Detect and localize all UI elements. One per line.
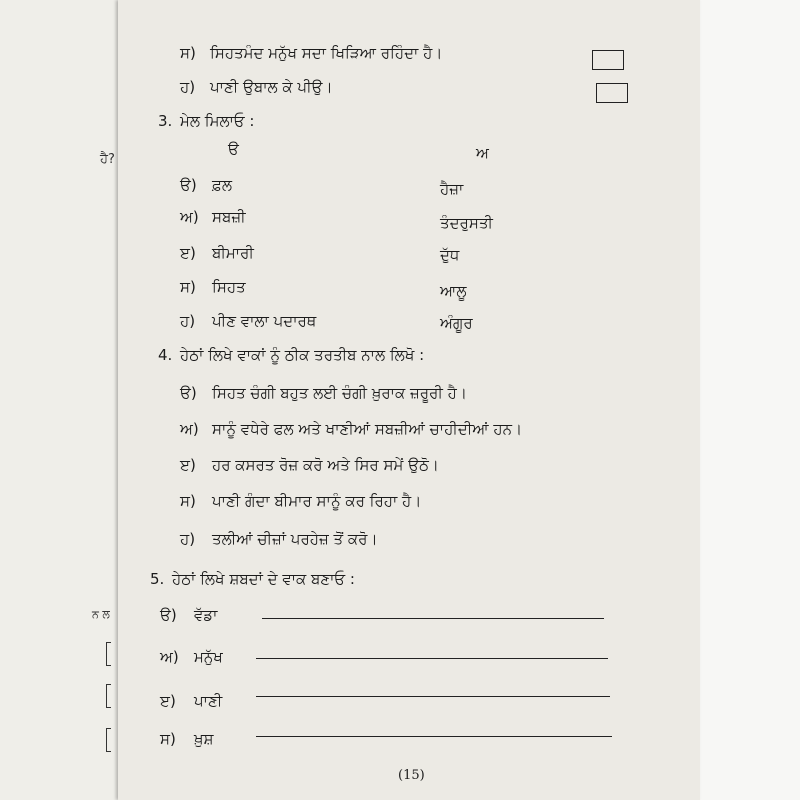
q5-item-label: ਸ) xyxy=(160,730,176,748)
answer-box-2[interactable] xyxy=(596,83,628,103)
top-item-h-label: ਹ) xyxy=(180,78,196,96)
q5-item-word: ਖ਼ੁਸ਼ xyxy=(194,730,214,748)
answer-line-3[interactable] xyxy=(256,696,610,697)
left-bracket-3 xyxy=(106,728,111,752)
q3-row-label: ਸ) xyxy=(180,278,196,296)
page-number: (15) xyxy=(398,768,425,783)
q4-title: ਹੇਠਾਂ ਲਿਖੇ ਵਾਕਾਂ ਨੂੰ ਠੀਕ ਤਰਤੀਬ ਨਾਲ ਲਿਖੋ : xyxy=(180,346,425,364)
q5-item-word: ਮਨੁੱਖ xyxy=(194,648,223,666)
q4-item-label: ੳ) xyxy=(180,384,197,402)
q4-item-label: ਸ) xyxy=(180,492,196,510)
q3-col-a-header: ੳ xyxy=(228,140,239,158)
q3-row-right: ਹੈਜ਼ਾ xyxy=(440,180,464,198)
q5-item-label: ੲ) xyxy=(160,692,176,710)
right-background xyxy=(700,0,800,800)
q3-number: 3. xyxy=(158,112,173,130)
q3-title: ਮੇਲ ਮਿਲਾਓ : xyxy=(180,112,255,130)
q3-row-right: ਦੁੱਧ xyxy=(440,246,460,264)
q4-item-label: ਅ) xyxy=(180,420,199,438)
q3-row-label: ਅ) xyxy=(180,208,199,226)
q3-row-left: ਸਬਜ਼ੀ xyxy=(212,208,246,226)
q3-row-label: ਹ) xyxy=(180,312,196,330)
q3-row-right: ਅੰਗੂਰ xyxy=(440,314,473,332)
q4-item-label: ੲ) xyxy=(180,456,196,474)
answer-line-1[interactable] xyxy=(262,618,604,619)
q5-item-word: ਪਾਣੀ xyxy=(194,692,223,710)
q3-row-label: ੳ) xyxy=(180,176,197,194)
top-item-s-label: ਸ) xyxy=(180,44,196,62)
q3-row-left: ਫ਼ਲ xyxy=(212,176,232,194)
q5-item-label: ਅ) xyxy=(160,648,179,666)
answer-line-4[interactable] xyxy=(256,736,612,737)
q4-item-text: ਪਾਣੀ ਗੰਦਾ ਬੀਮਾਰ ਸਾਨੂੰ ਕਰ ਰਿਹਾ ਹੈ। xyxy=(212,492,422,510)
q5-title: ਹੇਠਾਂ ਲਿਖੇ ਸ਼ਬਦਾਂ ਦੇ ਵਾਕ ਬਣਾਓ : xyxy=(172,570,355,588)
q3-col-b-header: ਅ xyxy=(476,144,489,162)
q5-number: 5. xyxy=(150,570,165,588)
q3-row-left: ਬੀਮਾਰੀ xyxy=(212,244,254,262)
top-item-s-text: ਸਿਹਤਮੰਦ ਮਨੁੱਖ ਸਦਾ ਖਿੜਿਆ ਰਹਿੰਦਾ ਹੈ। xyxy=(210,44,443,62)
q4-item-text: ਹਰ ਕਸਰਤ ਰੋਜ਼ ਕਰੋ ਅਤੇ ਸਿਰ ਸਮੇਂ ਉਠੋ। xyxy=(212,456,439,474)
answer-box-1[interactable] xyxy=(592,50,624,70)
left-fragment-1: ਹੈ? xyxy=(100,152,115,167)
q5-item-label: ੳ) xyxy=(160,606,177,624)
q4-item-text: ਤਲੀਆਂ ਚੀਜ਼ਾਂ ਪਰਹੇਜ਼ ਤੋਂ ਕਰੋ। xyxy=(212,530,378,548)
left-fragment-2: ਨ ਲ xyxy=(92,608,110,621)
q3-row-right: ਆਲੂ xyxy=(440,282,467,300)
q4-item-text: ਸਾਨੂੰ ਵਧੇਰੇ ਫਲ ਅਤੇ ਖਾਣੀਆਂ ਸਬਜ਼ੀਆਂ ਚਾਹੀਦੀਆਂ ਹਨ। xyxy=(212,420,523,438)
left-bracket-2 xyxy=(106,684,111,708)
q5-item-word: ਵੱਡਾ xyxy=(194,606,218,624)
q4-item-text: ਸਿਹਤ ਚੰਗੀ ਬਹੁਤ ਲਈ ਚੰਗੀ ਖ਼ੁਰਾਕ ਜ਼ਰੂਰੀ ਹੈ। xyxy=(212,384,467,402)
q3-row-right: ਤੰਦਰੁਸਤੀ xyxy=(440,214,493,232)
q3-row-left: ਸਿਹਤ xyxy=(212,278,246,296)
q3-row-left: ਪੀਣ ਵਾਲਾ ਪਦਾਰਥ xyxy=(212,312,317,330)
left-bracket-1 xyxy=(106,642,111,666)
answer-line-2[interactable] xyxy=(256,658,608,659)
top-item-h-text: ਪਾਣੀ ਉਬਾਲ ਕੇ ਪੀਉ। xyxy=(210,78,333,96)
q4-number: 4. xyxy=(158,346,173,364)
q3-row-label: ੲ) xyxy=(180,244,196,262)
q4-item-label: ਹ) xyxy=(180,530,196,548)
left-page-edge xyxy=(0,0,118,800)
